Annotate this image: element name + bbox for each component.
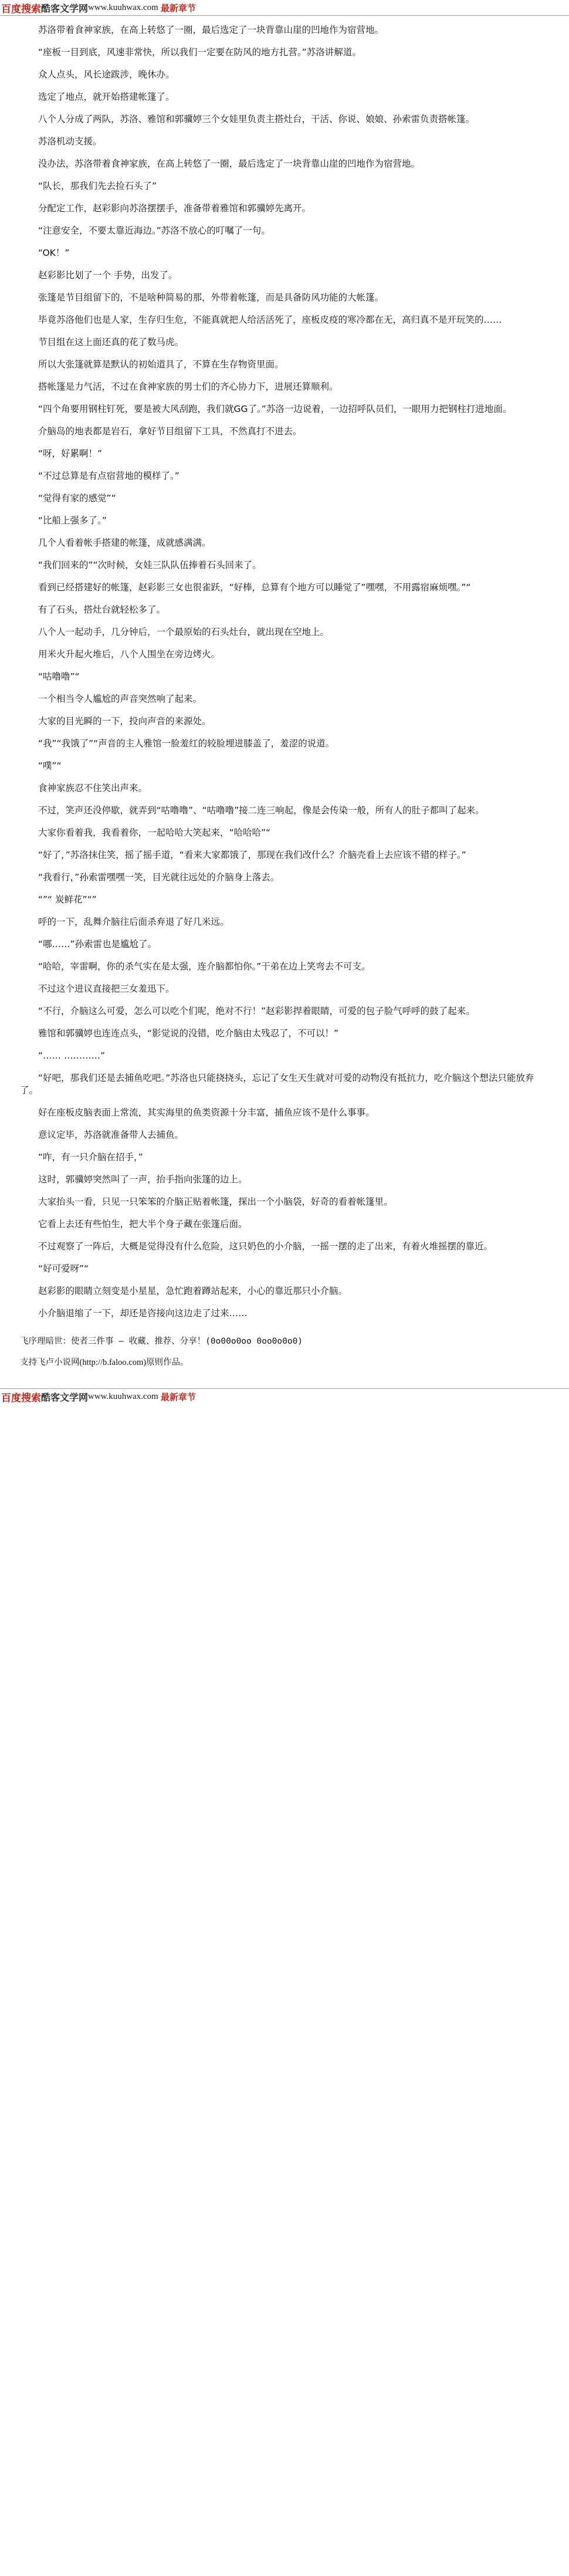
- paragraph: “我看行，”孙索雷嘿嘿一笑，目光就往远处的介脑身上落去。: [38, 872, 280, 883]
- paragraph: 食神家族忍不住笑出声来。: [38, 783, 148, 793]
- paragraph: 没办法，苏洛带着食神家族，在高上转悠了一圈，最后选定了一块背靠山崖的凹地作为宿营地。: [38, 158, 421, 169]
- footer-source-text: 支持飞卢小说网(http://b.faloo.com)原则作品。: [20, 1358, 189, 1367]
- paragraph: 意议定毕，苏洛就准备带人去捕鱼。: [38, 1130, 184, 1140]
- paragraph: 有了石头，搭灶台就轻松多了。: [38, 604, 166, 615]
- paragraph: “OK！”: [38, 248, 70, 258]
- banner-latest-chapter-label: 最新章节: [160, 2, 196, 13]
- paragraph: 几个人看着帐手搭建的帐篷，成就感满满。: [38, 537, 211, 548]
- paragraph: 苏洛机动支援。: [38, 136, 102, 147]
- paragraph: “不行，介脑这么可爱，怎么可以吃个们呢，绝对不行！”赵彩影捍着眼睛，可爱的包子脸气呼呼的鼓了起来。: [38, 1006, 475, 1016]
- paragraph: 用米火升起火堆后，八个人围坐在旁边烤火。: [38, 649, 221, 660]
- paragraph: 节目组在这上面还真的花了数马虎。: [38, 337, 184, 347]
- paragraph: “咕噜噜”“: [38, 671, 80, 682]
- bottom-watermark-banner: [0, 1388, 569, 1404]
- banner-site-url: www.kuuhwax.com: [88, 1391, 158, 1401]
- paragraph: “队长，那我们先去捡石头了”: [38, 181, 157, 191]
- paragraph: 这时，郭骥婷突然叫了一声，抬手指向张篷的边上。: [38, 1174, 248, 1185]
- paragraph: 不过，笑声还没停歇，就弄到“咕噜噜”、“咕噜噜”接二连三响起，像是会传染一般，所有人的肚子都叫了起来。: [38, 805, 485, 816]
- paragraph: 不过观察了一阵后，大概是觉得没有什么危险，这只奶色的小介脑，一摇一摆的走了出来，有着火堆摇摆的靠近。: [38, 1241, 493, 1252]
- paragraph: 所以大张篷就算是默认的初始道具了，不算在生存物资里面。: [38, 359, 284, 370]
- footer-promo-text: 飞序理暗世：使者三件事 – 收藏、推荐、分享！(0o00o0oo 0oo0o0o0): [20, 1337, 303, 1346]
- paragraph: 八个人一起动手，几分钟后，一个最原始的石头灶台，就出现在空地上。: [38, 627, 330, 637]
- paragraph: 苏洛带着食神家族，在高上转悠了一圈，最后选定了一块背靠山崖的凹地作为宿营地。: [38, 25, 384, 35]
- paragraph: “我”“我饿了”“声音的主人雅馆一脸羞红的较脸埋进膝盖了，羞涩的说道。: [38, 738, 335, 749]
- paragraph: 小介脑退缩了一下，却还是咨接向这边走了过来……: [38, 1308, 248, 1319]
- banner-site-name: 酷客文学网: [41, 1391, 89, 1403]
- paragraph: 赵彩影比划了一个 手势，出发了。: [38, 270, 178, 280]
- paragraph: 雅馆和郭骥婷也连连点头，“影觉说的没错，吃介脑由太残忍了，不可以！”: [38, 1028, 339, 1039]
- paragraph: 不过这个进议直接把三女羞迅下。: [38, 983, 175, 994]
- banner-latest-chapter-label: 最新章节: [160, 1391, 196, 1402]
- chapter-body: [0, 16, 569, 1336]
- paragraph: “四个角要用钢柱钉死，要是被大风刮跑，我们就GG了。”苏洛一边说着，一边招呼队员们，一眼用力把钢柱打进地面。: [38, 404, 512, 414]
- paragraph: 八个人分成了两队，苏洛、雅馆和郭骥婷三个女娃里负责主搭灶台，干活、你说、娘娘、孙索雷负责搭帐篷。: [38, 114, 475, 124]
- paragraph: 介脑岛的地表都是岩石，拿好节目组留下工具，不然真打不进去。: [38, 426, 302, 437]
- paragraph: “好吧，那我们还是去捕鱼吃吧。”苏洛也只能挠挠头，忘记了女生天生就对可爱的动物没有抵抗力，吃介脑这个想法只能放弃了。: [20, 1073, 534, 1096]
- paragraph: “噗”“: [38, 760, 62, 771]
- top-watermark-banner: [0, 0, 569, 16]
- paragraph: 赵彩影的眼睛立刻变是小星星，急忙跑着蹲站起来，小心的靠近那只小介脑。: [38, 1286, 348, 1296]
- paragraph: “…… …………”: [38, 1050, 105, 1061]
- banner-brand-prefix: 百度搜索: [1, 1392, 41, 1404]
- paragraph: “好可爱呀”“: [38, 1263, 89, 1274]
- paragraph: 搭帐篷是力气活，不过在食神家族的男士们的齐心协力下，进展还算顺利。: [38, 381, 338, 392]
- paragraph: 它看上去还有些怕生，把大半个身子藏在张篷后面。: [38, 1219, 248, 1229]
- paragraph: “注意安全，不要太靠近海边。”苏洛不放心的叮嘱了一句。: [38, 225, 270, 236]
- paragraph: 看到已经搭建好的帐篷，赵彩影三女也很雀跃，“好棒，总算有个地方可以睡觉了”嘿嘿，不用露宿麻烦嘿。”“: [38, 582, 471, 593]
- banner-brand-prefix: 百度搜索: [1, 3, 41, 15]
- footer-spacer: [0, 1378, 569, 1388]
- paragraph: “觉得有家的感觉”“: [38, 493, 116, 503]
- paragraph: 大家的目光瞬的一下，投向声音的来源处。: [38, 716, 211, 726]
- paragraph: “呀，好累啊！”: [38, 448, 103, 459]
- paragraph: 大家你看着我，我看着你，一起哈哈大笑起来，“哈哈哈”“: [38, 827, 271, 838]
- paragraph: “哈哈，宰雷啊，你的杀气实在是太强，连介脑都怕你。”干弟在边上笑弯去不可支。: [38, 961, 371, 972]
- paragraph: 分配定工作，赵彩影向苏洛摆摆手，准备带着雅馆和郭骥婷先离开。: [38, 203, 311, 214]
- banner-site-url: www.kuuhwax.com: [88, 2, 158, 12]
- paragraph: 张篷是节目组留下的，不是啥种简易的那，外带着帐篷，而是具备防风功能的大帐篷。: [38, 292, 384, 303]
- paragraph: “比船上强多了。”: [38, 515, 107, 526]
- paragraph: 呼的一下，乱舞介脑往后面杀弃退了好几米远。: [38, 917, 229, 927]
- paragraph: 选定了地点，就开始搭建帐篷了。: [38, 92, 175, 102]
- paragraph: “”“ 炭鲜花”“”: [38, 894, 97, 905]
- paragraph: “哪……”孙索雷也是尴尬了。: [38, 939, 157, 949]
- paragraph: “咋，有一只介脑在招手，”: [38, 1152, 143, 1162]
- paragraph: 大家抬头一看，只见一只笨笨的介脑正贴着帐篷，探出一个小脑袋，好奇的看着帐篷里。: [38, 1196, 393, 1207]
- paragraph: 一个相当令人尴尬的声音突然响了起来。: [38, 694, 202, 704]
- paragraph: 毕竟苏洛他们也是人家，生存归生危，不能真就把人给活活死了，座板皮疫的寒冷都在无，高归真不是开玩笑的……: [38, 315, 502, 325]
- paragraph: 好在座板皮脑表面上常流，其实海里的鱼类资源十分丰富，捕鱼应该不是什么事事。: [38, 1107, 375, 1118]
- paragraph: 众人点头，风长途跋涉，晚休办。: [38, 69, 175, 80]
- paragraph: “我们回来的”“次时候，女娃三队队伍捧着石头回来了。: [38, 560, 262, 570]
- paragraph: “不过总算是有点宿营地的模样了。”: [38, 471, 179, 481]
- paragraph: “座板一目到底，风速非常快，所以我们一定要在防风的地方扎营。”苏洛讲解道。: [38, 47, 361, 58]
- banner-site-name: 酷客文学网: [41, 2, 89, 14]
- footer-notes: [0, 1336, 569, 1368]
- paragraph: “好了，”苏洛抹住笑，摇了摇手道，“看来大家都饿了，那现在我们改什么？介脑壳看上去应该不错的样子。”: [38, 850, 466, 860]
